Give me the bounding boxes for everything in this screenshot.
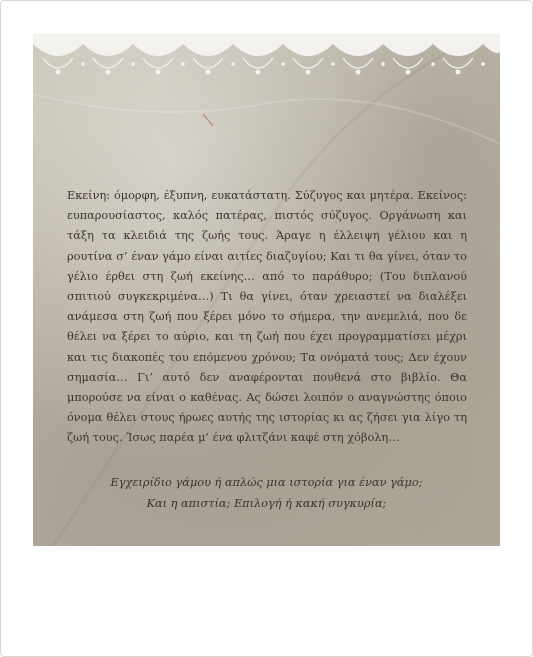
lace-border-icon: [33, 34, 500, 82]
tagline: [53, 472, 480, 514]
blurb-text: [67, 186, 467, 449]
book-back-cover: [33, 34, 500, 546]
tagline-line-2: Και η απιστία; Επιλογή ή κακή συγκυρία;: [146, 497, 387, 510]
blurb-paragraph: Εκείνη: όμορφη, έξυπνη, ευκατάστατη. Σύζυγος και μητέρα. Εκείνος: ευπαρουσίαστος, καλός πατέρας, πιστός σύζυγος. Οργάνωση και τάξη τα κλειδιά της ζωής τους. Άραγε η έλλειψη γέλιου και η ρουτίνα σ’ έναν γάμο είναι αιτίες διαζυγίου; Και τι θα γίνει, όταν το γέλιο έρθει στη ζωή εκείνης… από το παράθυρο; (Του διπλανού σπιτιού συγκεκριμένα…) Τι θα γίνει, όταν χρειαστεί να διαλέξει ανάμεσα στη ζωή που ξέρει μόνο το σήμερα, την ανεμελιά, που δε θέλει να ξέρει το αύριο, και τη ζωή που έχει προγραμματίσει μέχρι και τις διακοπές του επόμενου χρόνου; Τα ονόματά τους; Δεν έχουν σημασία… Γι’ αυτό δεν αναφέρονται πουθενά στο βιβλίο. Θα μπορούσε να είναι ο καθένας. Ας δώσει λοιπόν ο αναγνώστης όποιο όνομα θέλει στους ήρωες αυτής της ιστορίας κι ας ζήσει για λίγο τη ζωή τους. Ίσως παρέα μ’ ένα φλιτζάνι καφέ στη χόβολη…: [67, 189, 467, 445]
tagline-line-1: Εγχειρίδιο γάμου ή απλώς μια ιστορία για έναν γάμο;: [110, 476, 423, 489]
